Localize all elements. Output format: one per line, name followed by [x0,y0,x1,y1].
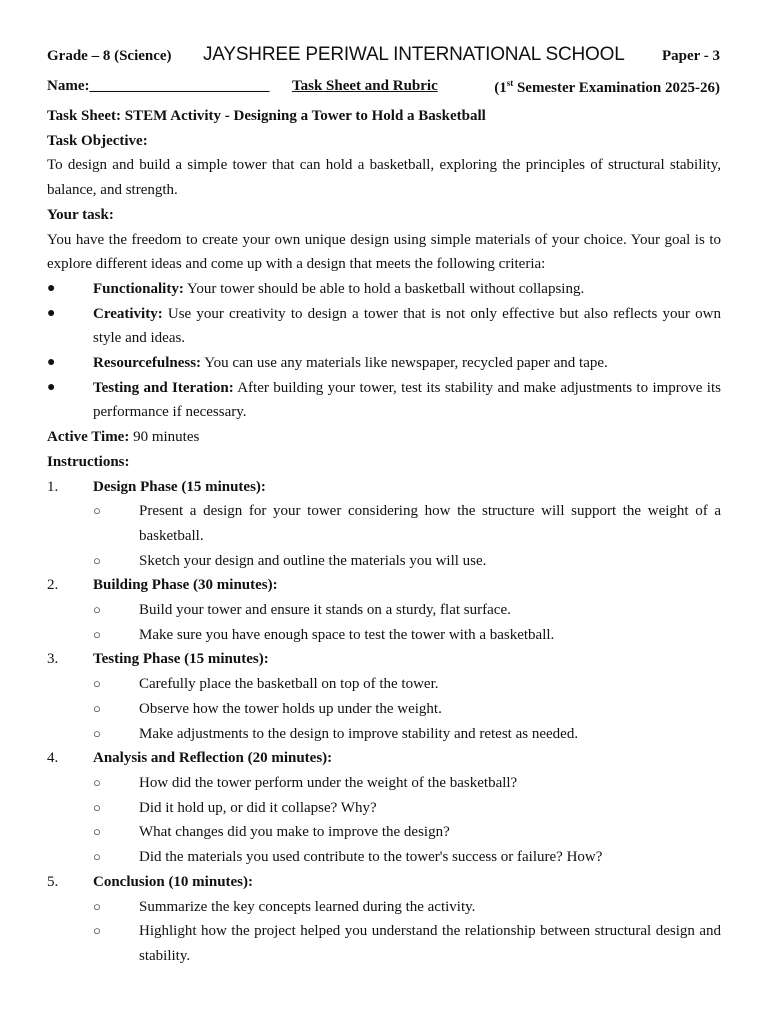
criteria-item [47,351,721,376]
criteria-title: Resourcefulness: [93,355,202,372]
step-number: 4. [47,750,59,767]
step-item [47,771,721,796]
circle-bullet-icon: ○ [93,552,101,568]
your-task-text: You have the freedom to create your own unique design using simple materials of your choice. Your goal is to explore different ideas and come up with a design that meets the following criteria: [47,231,721,273]
instructions-label: Instructions: [47,453,130,470]
objective-text: To design and build a simple tower that can hold a basketball, exploring the principles of structural stability, balance, and strength. [47,157,721,199]
active-time-label: Active Time: [47,429,130,446]
circle-bullet-icon: ○ [93,626,101,642]
step-number: 1. [47,478,59,495]
school-name: JAYSHREE PERIWAL INTERNATIONAL SCHOOL [203,44,625,65]
exam-label-open: (1 [494,80,507,96]
step-item [47,672,721,697]
criteria-item [47,277,721,302]
steps-list [47,475,721,969]
objective-label: Task Objective: [47,132,148,149]
step-item [47,697,721,722]
step-number: 2. [47,577,59,594]
step-heading [47,475,721,500]
criteria-title: Testing and Iteration: [93,379,234,396]
step-item-text: Carefully place the basketball on top of the tower. [139,676,439,693]
bullet-icon: ● [47,280,56,296]
step-title: Testing Phase (15 minutes): [93,651,269,668]
step-item [47,895,721,920]
criteria-item [47,376,721,425]
circle-bullet-icon: ○ [93,799,101,815]
circle-bullet-icon: ○ [93,774,101,790]
subheader-row [47,78,720,100]
circle-bullet-icon: ○ [93,503,101,519]
step-item [47,820,721,845]
step-title: Building Phase (30 minutes): [93,577,278,594]
exam-label-rest: Semester Examination 2025-26) [513,80,720,96]
task-sheet-title: Task Sheet and Rubric [292,78,438,94]
exam-label-sup: st [506,78,514,88]
criteria-text: Use your creativity to design a tower that is not only effective but also reflects your own style and ideas. [93,305,721,347]
circle-bullet-icon: ○ [93,898,101,914]
criteria-item [47,302,721,351]
step-item [47,722,721,747]
step-number: 3. [47,651,59,668]
grade-label: Grade – 8 (Science) [47,48,172,64]
document-body [47,104,721,969]
circle-bullet-icon: ○ [93,849,101,865]
step-heading [47,647,721,672]
step-item [47,845,721,870]
step-item-text: Build your tower and ensure it stands on a sturdy, flat surface. [139,602,511,619]
criteria-text: Your tower should be able to hold a basketball without collapsing. [183,280,585,297]
exam-label [494,78,720,97]
paper-number: Paper - 3 [661,48,720,64]
step-title: Conclusion (10 minutes): [93,873,254,890]
bullet-icon: ● [47,379,56,395]
step-title: Analysis and Reflection (20 minutes): [93,750,333,767]
criteria-title: Functionality: [93,280,184,297]
step-item [47,919,721,968]
document-heading: Task Sheet: STEM Activity - Designing a Tower to Hold a Basketball [47,108,486,124]
name-field-label: Name:________________________ [47,78,270,94]
step-item-text: Highlight how the project helped you understand the relationship between structural design and stability. [139,923,721,964]
criteria-text: After building your tower, test its stability and make adjustments to improve its performance if necessary. [93,379,721,421]
criteria-text: You can use any materials like newspaper, recycled paper and tape. [201,355,608,372]
your-task-label: Your task: [47,206,114,223]
step-title: Design Phase (15 minutes): [93,478,266,495]
criteria-list [47,277,721,425]
circle-bullet-icon: ○ [93,923,101,939]
circle-bullet-icon: ○ [93,700,101,716]
step-heading [47,870,721,895]
active-time [47,425,721,450]
circle-bullet-icon: ○ [93,725,101,741]
circle-bullet-icon: ○ [93,824,101,840]
step-item-text: Observe how the tower holds up under the weight. [139,700,442,717]
step-heading [47,573,721,598]
circle-bullet-icon: ○ [93,676,101,692]
step-number: 5. [47,873,59,890]
header-row [47,44,720,70]
step-item-text: Present a design for your tower considering how the structure will support the weight of a basketball. [139,503,721,544]
circle-bullet-icon: ○ [93,602,101,618]
step-item-text: What changes did you make to improve the design? [139,824,450,841]
step-item-text: Summarize the key concepts learned during the activity. [139,898,476,915]
active-time-value: 90 minutes [129,429,200,446]
step-item-text: Did it hold up, or did it collapse? Why? [139,799,377,816]
step-item [47,623,721,648]
bullet-icon: ● [47,305,56,321]
step-item-text: Make sure you have enough space to test the tower with a basketball. [139,626,555,643]
step-heading [47,746,721,771]
step-item-text: Did the materials you used contribute to the tower's success or failure? How? [139,849,603,866]
criteria-title: Creativity: [93,305,163,322]
step-item-text: How did the tower perform under the weight of the basketball? [139,774,518,791]
step-item-text: Sketch your design and outline the materials you will use. [139,552,487,569]
step-item [47,598,721,623]
bullet-icon: ● [47,355,56,371]
step-item [47,499,721,548]
step-item [47,549,721,574]
step-item-text: Make adjustments to the design to improve stability and retest as needed. [139,725,579,742]
step-item [47,796,721,821]
